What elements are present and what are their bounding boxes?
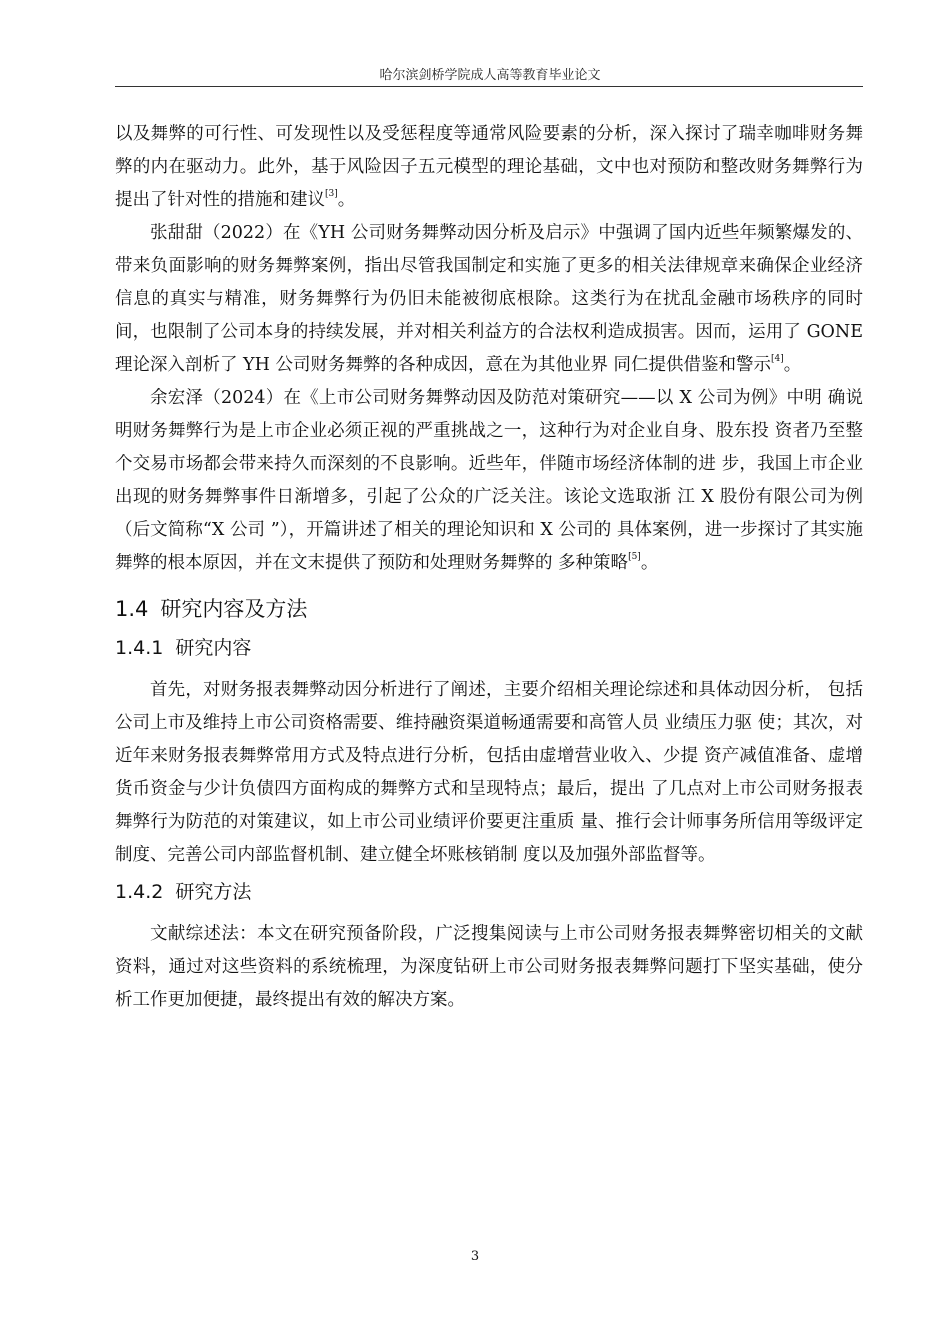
subsection-title: 研究内容 (175, 637, 252, 659)
paragraph-end: 。 (783, 355, 802, 375)
section-number: 1.4 (115, 597, 149, 621)
section-heading-1-4 (115, 594, 863, 624)
citation-3[interactable]: [3] (325, 189, 338, 199)
paragraph-text: 余宏泽（2024）在《上市公司财务舞弊动因及防范对策研究——以 X 公司为例》中明 确说明财务舞弊行为是上市企业必须正视的严重挑战之一，这种行为对企业自身、股东投 资者乃至整个交易市场都会带来持久而深刻的不良影响。近些年，伴随市场经济体制的进 步，我国上市企业出现的财务舞弊事件日渐增多，引起了公众的广泛关注。该论文选取浙 江 X 股份有限公司为例（后文简称“X 公司 ”），开篇讲述了相关的理论知识和 X 公司的 具体案例，进一步探讨了其实施舞弊的根本原因，并在文末提供了预防和处理财务舞弊的 多种策略 (115, 388, 863, 573)
paragraph-text: 以及舞弊的可行性、可发现性以及受惩程度等通常风险要素的分析，深入探讨了瑞幸咖啡财务舞弊的内在驱动力。此外，基于风险因子五元模型的理论基础，文中也对预防和整改财务舞弊行为提出了针对性的措施和建议 (115, 124, 863, 210)
page-body (115, 118, 863, 1017)
paragraph-yu-2024 (115, 382, 863, 580)
subsection-heading-1-4-1 (115, 634, 863, 662)
paragraph-zhang-2022 (115, 217, 863, 382)
paragraph-research-content: 首先，对财务报表舞弊动因分析进行了阐述，主要介绍相关理论综述和具体动因分析， 包括公司上市及维持上市公司资格需要、维持融资渠道畅通需要和高管人员 业绩压力驱 使；其次，对近年来财务报表舞弊常用方式及特点进行分析，包括由虚增营业收入、少提 资产减值准备、虚增货币资金与少计负债四方面构成的舞弊方式和呈现特点；最后，提出 了几点对上市公司财务报表舞弊行为防范的对策建议，如上市公司业绩评价要更注重质 量、推行会计师事务所信用等级评定制度、完善公司内部监督机制、建立健全坏账核销制 度以及加强外部监督等。 (115, 680, 863, 865)
page-header: 哈尔滨剑桥学院成人高等教育毕业论文 (379, 68, 601, 83)
citation-4[interactable]: [4] (771, 354, 784, 364)
paragraph-end: 。 (640, 553, 659, 573)
header-divider (115, 86, 863, 87)
citation-5[interactable]: [5] (628, 552, 641, 562)
paragraph-risk-factors (115, 118, 863, 217)
page-number: 3 (470, 1249, 480, 1264)
paragraph-research-method: 文献综述法：本文在研究预备阶段，广泛搜集阅读与上市公司财务报表舞弊密切相关的文献资料，通过对这些资料的系统梳理，为深度钻研上市公司财务报表舞弊问题打下坚实基础，使分析工作更加便捷，最终提出有效的解决方案。 (115, 924, 863, 1010)
subsection-number: 1.4.1 (115, 637, 164, 659)
subsection-heading-1-4-2 (115, 878, 863, 906)
section-title: 研究内容及方法 (160, 597, 308, 621)
subsection-title: 研究方法 (175, 881, 252, 903)
subsection-number: 1.4.2 (115, 881, 164, 903)
paragraph-text: 张甜甜（2022）在《YH 公司财务舞弊动因分析及启示》中强调了国内近些年频繁爆发的、带来负面影响的财务舞弊案例，指出尽管我国制定和实施了更多的相关法律规章来确保企业经济信息的真实与精准，财务舞弊行为仍旧未能被彻底根除。这类行为在扰乱金融市场秩序的同时间，也限制了公司本身的持续发展，并对相关利益方的合法权利造成损害。因而，运用了 GONE 理论深入剖析了 YH 公司财务舞弊的各种成因，意在为其他业界 同仁提供借鉴和警示 (115, 223, 863, 375)
paragraph-end: 。 (337, 190, 356, 210)
